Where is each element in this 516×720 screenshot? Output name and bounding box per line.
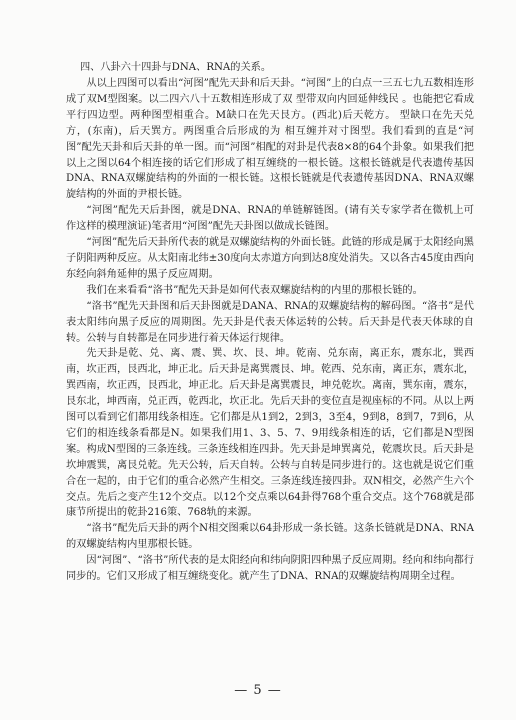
paragraph-1: 从以上四图可以看出“河图”配先天卦和后天卦。“河图”上的白点一三五七九五数相连形成了双M型图案。以二四六八十五数相连形成了双 型带双向内回延伸线民 。也能把它看成平行四边型。两种图型相重合。M缺口在先天艮方。(西北)后天乾方。 型缺口在先天兑方，(东南)，后天巽方。两图重合后形成的为 相互缠并对寸图型。我们看到的直是“河图”配先天卦和后天卦的单一图。而“河图”相配的对卦是代表8×8的64个卦象。如果我们把以上之图以64个相连接的话它们形成了相互缠绕的一根长链。这根长链就是代表遗传基因DNA、RNA双螺旋结构的外面的一根长链。这根长链就是代表遗传基因DNA、RNA双螺旋结构的外面的尹根长链。 <box>66 78 474 201</box>
paragraph-5: “洛书”配先天卦图和后天卦图就是DANA、RNA的双螺旋结构的解码图。“洛书”是代表太阳纬向黑子反应的周期图。先天卦是代表天体运转的公转。后天卦是代表天体球的自转。公转与自转都是在同步进行着天体运行规律。 <box>66 300 474 344</box>
document-body <box>66 60 474 585</box>
paragraph-2: “河图”配先天后卦图，就是DNA、RNA的单链解链图。(请有关专家学者在微机上可作这样的模理演证)笔者用“河图”配先天卦图以做成长链图。 <box>66 205 474 233</box>
paragraph-3: “河图”配先后天卦所代表的就是双螺旋结构的外面长链。此链的形成是属于太阳经向黑子阴阳两种反应。从太阳南北纬±30度向太赤道方向到达8度处消失。又以各古45度由西向东经向斜角延伸的黑子反应周期。 <box>66 237 474 280</box>
paragraph-7: “洛书”配先后天卦的两个N相交图乘以64卦形成一条长链。这条长链就是DNA、RNA的双螺旋结构内里那根长链。 <box>66 523 474 551</box>
paragraph-8: 因“河图”、“洛书”所代表的是太阳经向和纬向阴阳四种黑子反应周期。经向和纬向都行同步的。它们又形成了相互缠绕变化。就产生了DNA、RNA的双螺旋结构周期全过程。 <box>66 555 474 583</box>
section-heading: 四、八卦六十四卦与DNA、RNA的关系。 <box>80 62 272 73</box>
page-number: — 5 — <box>234 683 282 698</box>
paragraph-6: 先天卦是乾、兑、离、震、巽、坎、艮、坤。乾南、兑东南，离正东，震东北，巽西南，坎正西，艮西北，坤正北。后天卦是离巽震艮、坤。乾西、兑东南，离正东，震东北，巽西南，坎正西，艮西北，坤正北。后天卦是离巽震艮，坤兑乾坎。离南，巽东南，震东，艮东北，坤西南，兑正西，乾西北，坎正北。先后天卦的变位直是视座标的不同。从以上两图可以看到它们都用线条相连。它们都是从1到2，2到3，3至4，9到8，8到7，7到6，从它们的相连线条看都是N。如果我们用1、3、5、7、9用线条相连的话，它们都是N型图案。构成N型图的三条连线。三条连线相连四卦。先天卦是坤巽离兑，乾震坎艮。后天卦是坎坤震巽，离艮兑乾。先天公转，后天自转。公转与自转是同步进行的。这也就是说它们重合在一起的，由于它们的重合必然产生相交。三条连线连接四卦。双N相交，必然产生六个交点。先后之变产生12个交点。以12个交点乘以64卦得768个重合交点。这个768就是邵康节所提出的乾卦216策、768轨的来源。 <box>66 348 474 519</box>
paragraph-4: 我们在来看看“洛书”配先天卦是如何代表双螺旋结构的内里的那根长链的。 <box>86 284 423 296</box>
